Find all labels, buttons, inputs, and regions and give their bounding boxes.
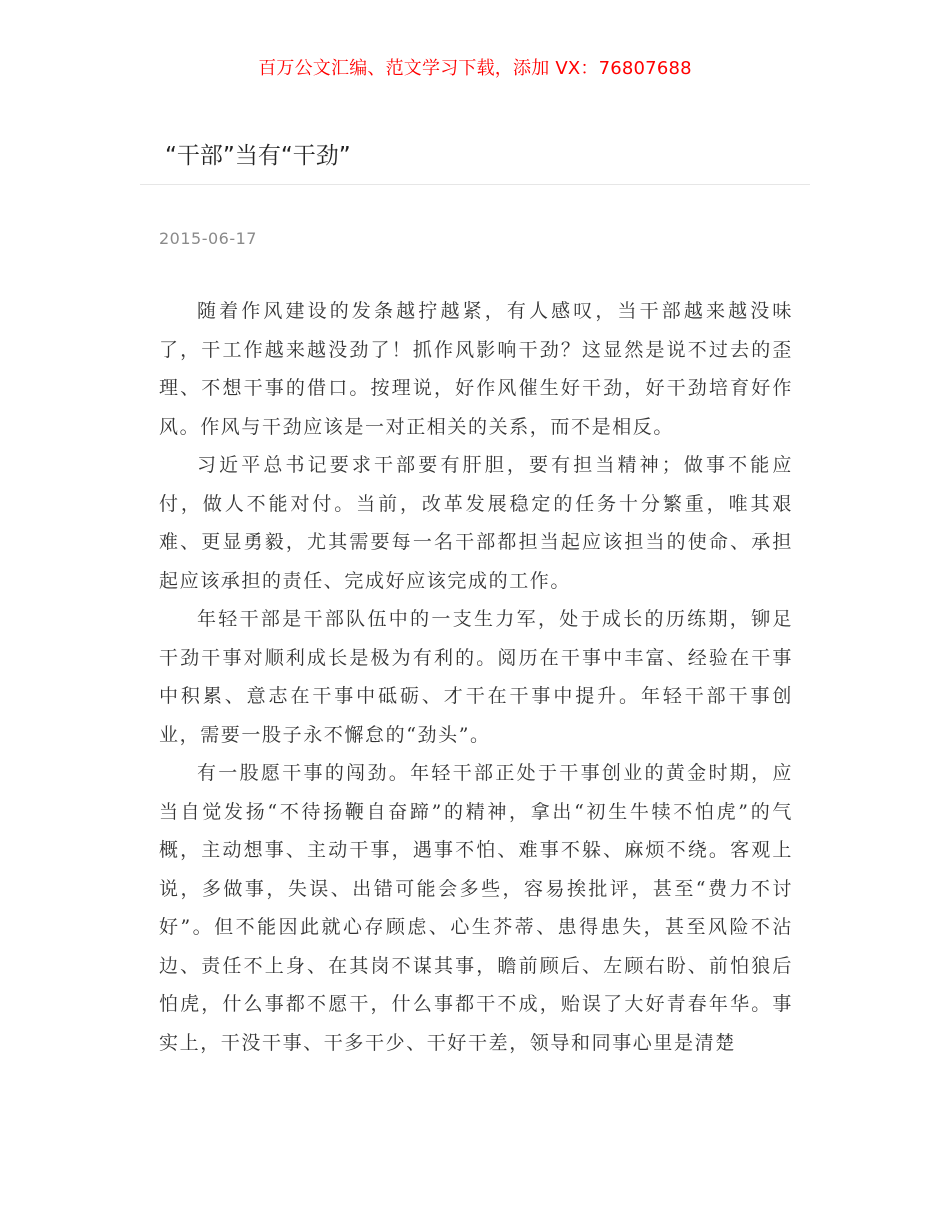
article-body bbox=[159, 292, 793, 1062]
article-title: “干部”当有“干劲” bbox=[165, 143, 351, 169]
promo-banner: 百万公文汇编、范文学习下载，添加 VX：76807688 bbox=[258, 58, 692, 79]
article-paragraph: 习近平总书记要求干部要有肝胆，要有担当精神；做事不能应付，做人不能对付。当前，改革发展稳定的任务十分繁重，唯其艰难、更显勇毅，尤其需要每一名干部都担当起应该担当的使命、承担起应该承担的责任、完成好应该完成的工作。 bbox=[159, 454, 793, 592]
title-divider bbox=[140, 184, 810, 185]
article-paragraph: 有一股愿干事的闯劲。年轻干部正处于干事创业的黄金时期，应当自觉发扬“不待扬鞭自奋蹄”的精神，拿出“初生牛犊不怕虎”的气概，主动想事、主动干事，遇事不怕、难事不躲、麻烦不绕。客观上说，多做事，失误、出错可能会多些，容易挨批评，甚至“费力不讨好”。但不能因此就心存顾虑、心生芥蒂、患得患失，甚至风险不沾边、责任不上身、在其岗不谋其事，瞻前顾后、左顾右盼、前怕狼后怕虎，什么事都不愿干，什么事都干不成，贻误了大好青春年华。事实上，干没干事、干多干少、干好干差，领导和同事心里是清楚 bbox=[159, 762, 793, 1054]
article-paragraph: 年轻干部是干部队伍中的一支生力军，处于成长的历练期，铆足干劲干事对顺利成长是极为有利的。阅历在干事中丰富、经验在干事中积累、意志在干事中砥砺、才干在干事中提升。年轻干部干事创业，需要一股子永不懈怠的“劲头”。 bbox=[159, 608, 793, 746]
publish-date: 2015-06-17 bbox=[159, 229, 257, 248]
article-paragraph: 随着作风建设的发条越拧越紧，有人感叹，当干部越来越没味了，干工作越来越没劲了！抓作风影响干劲？这显然是说不过去的歪理、不想干事的借口。按理说，好作风催生好干劲，好干劲培育好作风。作风与干劲应该是一对正相关的关系，而不是相反。 bbox=[159, 300, 793, 438]
